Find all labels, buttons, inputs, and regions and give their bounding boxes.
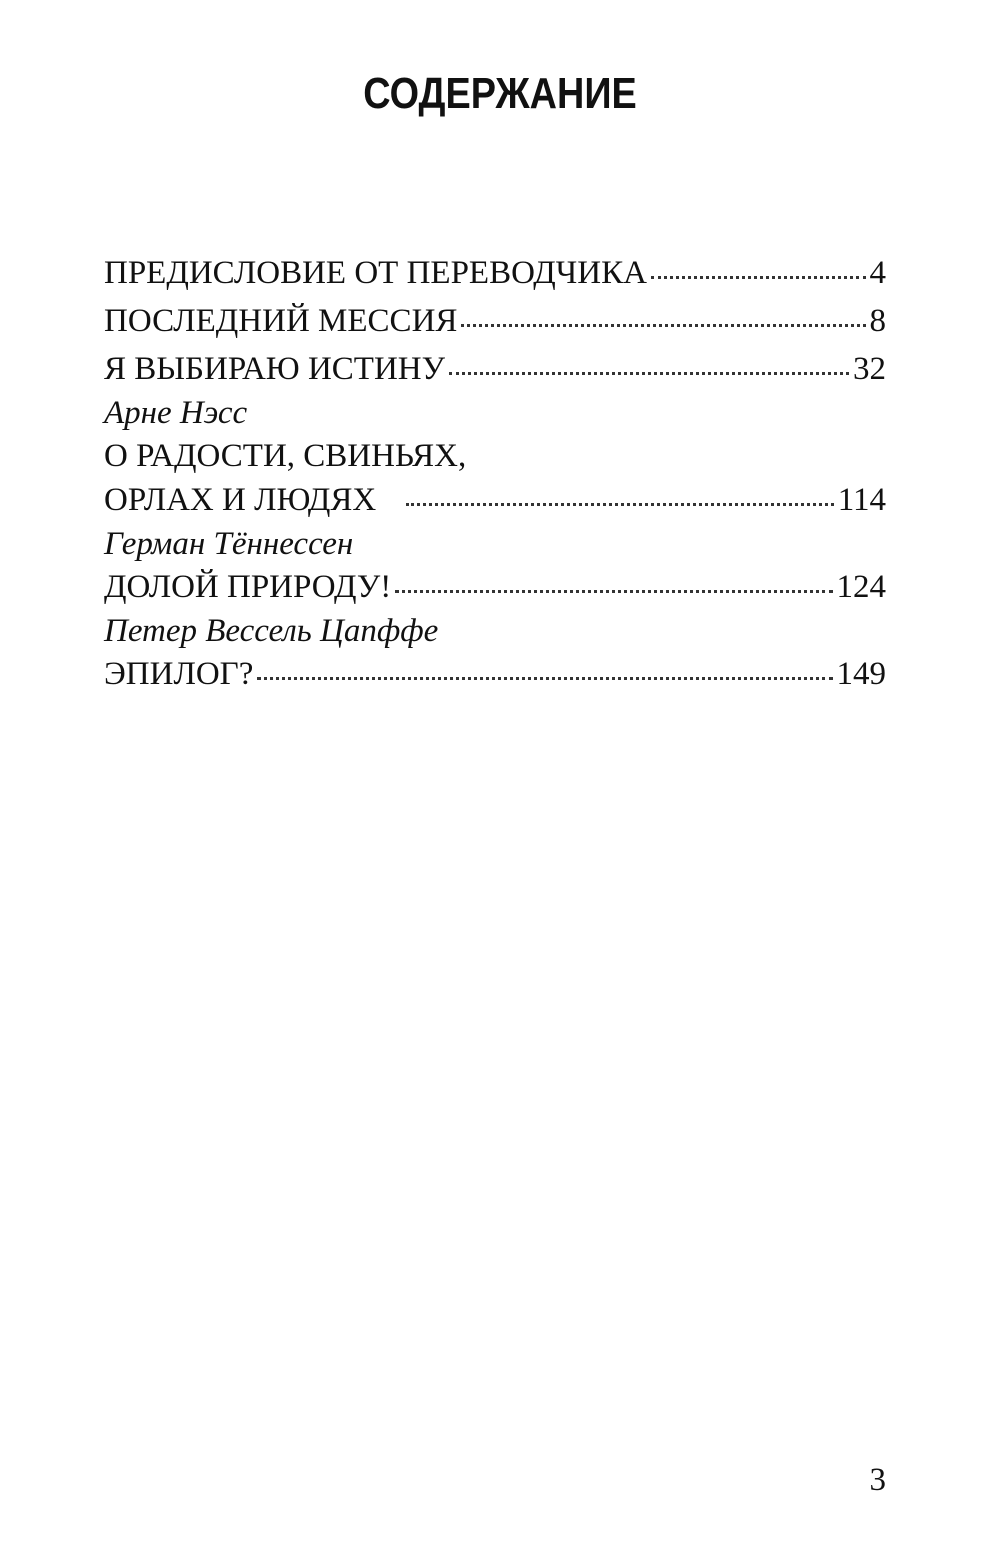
toc-entry-author: Арне Нэсс [104, 395, 248, 431]
toc-entry-title: Я ВЫБИРАЮ ИСТИНУ [104, 351, 445, 387]
dot-leader [406, 477, 833, 510]
dot-leader [461, 298, 865, 331]
toc-entry[interactable] [104, 346, 886, 391]
dot-leader [395, 564, 832, 597]
toc-entry[interactable] [104, 477, 886, 522]
toc-entry[interactable] [104, 250, 886, 295]
toc-entry-page: 8 [869, 303, 886, 339]
dot-leader [257, 651, 832, 684]
toc-entry[interactable] [104, 651, 886, 696]
toc-entry-page: 32 [853, 351, 886, 387]
toc-entry[interactable] [104, 564, 886, 609]
toc-entry-title: ПОСЛЕДНИЙ МЕССИЯ [104, 303, 458, 339]
toc-entry-page: 124 [836, 569, 886, 605]
toc-entry-title: ДОЛОЙ ПРИРОДУ! [104, 569, 392, 605]
toc-entry-page: 4 [869, 255, 886, 291]
toc-entry[interactable] [104, 298, 886, 343]
toc-entry-title-line[interactable]: О РАДОСТИ, СВИНЬЯХ, [104, 438, 467, 474]
toc-entry-title: ПРЕДИСЛОВИЕ ОТ ПЕРЕВОДЧИКА [104, 255, 647, 291]
dot-leader [449, 346, 849, 379]
dot-leader [651, 250, 866, 283]
toc-entry-author: Петер Вессель Цапффе [104, 613, 439, 649]
page-number: 3 [869, 1462, 886, 1498]
toc-entry-page: 114 [837, 482, 886, 518]
toc-entry-page: 149 [836, 656, 886, 692]
toc-entry-title: ЭПИЛОГ? [104, 656, 254, 692]
toc-entry-author: Герман Тённессен [104, 526, 354, 562]
toc-entry-title: ОРЛАХ И ЛЮДЯХ [104, 482, 377, 518]
table-of-contents [104, 250, 886, 696]
page-title: СОДЕРЖАНИЕ [363, 69, 637, 118]
